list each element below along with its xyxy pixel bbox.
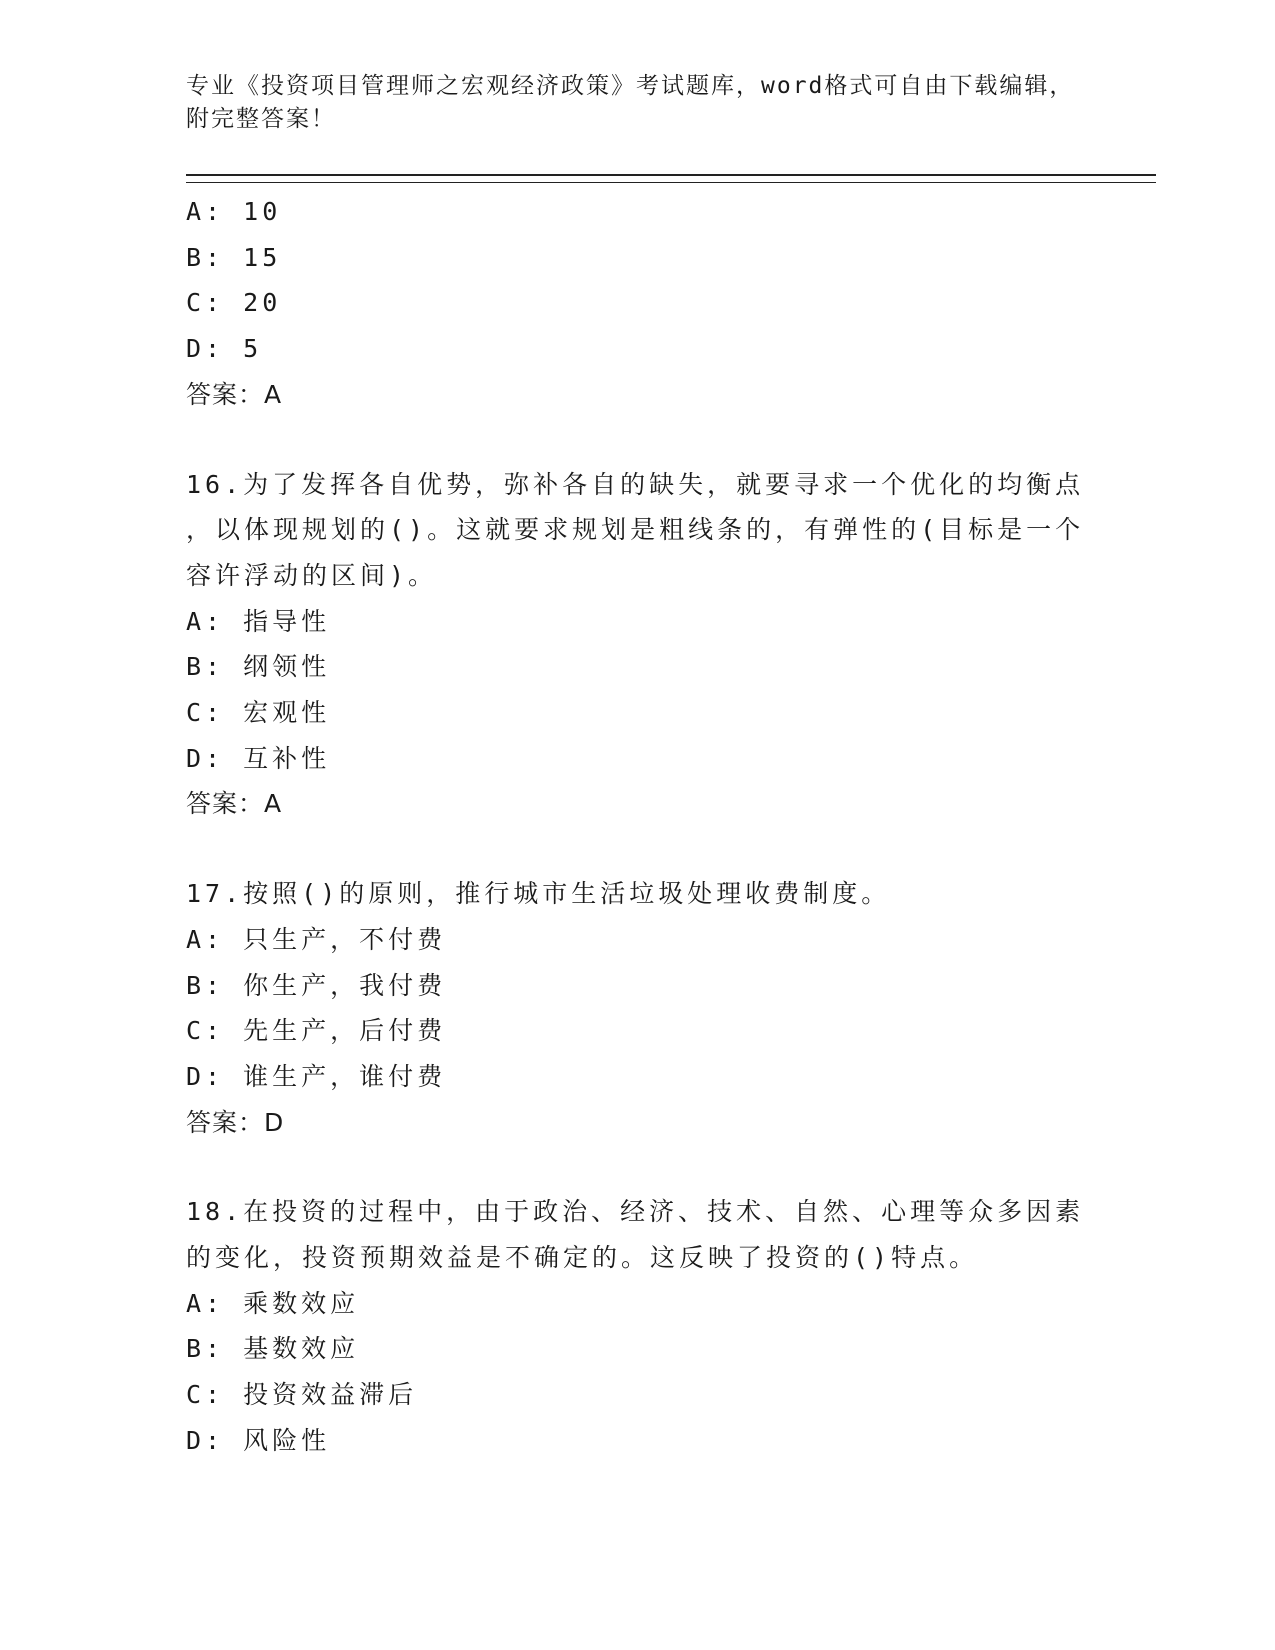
option-b: B: 纲领性 — [186, 652, 331, 682]
option-b: B: 基数效应 — [186, 1334, 360, 1364]
header-line-2: 附完整答案！ — [186, 106, 336, 132]
question-stem-line: 18.在投资的过程中，由于政治、经济、技术、自然、心理等众多因素 — [186, 1197, 1085, 1227]
option-d: D: 5 — [186, 334, 263, 364]
option-a: A: 指导性 — [186, 606, 331, 636]
answer: 答案：A — [186, 379, 283, 409]
document-page — [186, 70, 1156, 1464]
option-d: D: 风险性 — [186, 1425, 331, 1455]
question-15 — [186, 189, 1156, 418]
option-d: D: 谁生产，谁付费 — [186, 1061, 447, 1091]
document-header — [186, 70, 1156, 136]
question-17 — [186, 871, 1156, 1145]
option-a: A: 乘数效应 — [186, 1288, 360, 1318]
question-stem-line: 16.为了发挥各自优势，弥补各自的缺失，就要寻求一个优化的均衡点 — [186, 469, 1085, 499]
option-a: A: 只生产，不付费 — [186, 924, 447, 954]
answer: 答案：A — [186, 789, 283, 819]
question-stem-line: ，以体现规划的()。这就要求规划是粗线条的，有弹性的(目标是一个 — [186, 515, 1085, 545]
question-16 — [186, 462, 1156, 828]
question-stem-line: 17.按照()的原则，推行城市生活垃圾处理收费制度。 — [186, 879, 891, 909]
question-18 — [186, 1189, 1156, 1463]
option-c: C: 投资效益滞后 — [186, 1380, 418, 1410]
header-line-1: 专业《投资项目管理师之宏观经济政策》考试题库，word格式可自由下载编辑， — [186, 73, 1075, 99]
header-divider — [186, 174, 1156, 183]
question-stem-line: 的变化，投资预期效益是不确定的。这反映了投资的()特点。 — [186, 1243, 979, 1273]
answer: 答案：D — [186, 1107, 285, 1137]
option-c: C: 宏观性 — [186, 698, 331, 728]
question-stem-line: 容许浮动的区间)。 — [186, 560, 438, 590]
option-c: C: 20 — [186, 288, 282, 318]
option-c: C: 先生产，后付费 — [186, 1016, 447, 1046]
option-b: B: 你生产，我付费 — [186, 970, 447, 1000]
option-b: B: 15 — [186, 242, 282, 272]
option-a: A: 10 — [186, 197, 282, 226]
option-d: D: 互补性 — [186, 743, 331, 773]
